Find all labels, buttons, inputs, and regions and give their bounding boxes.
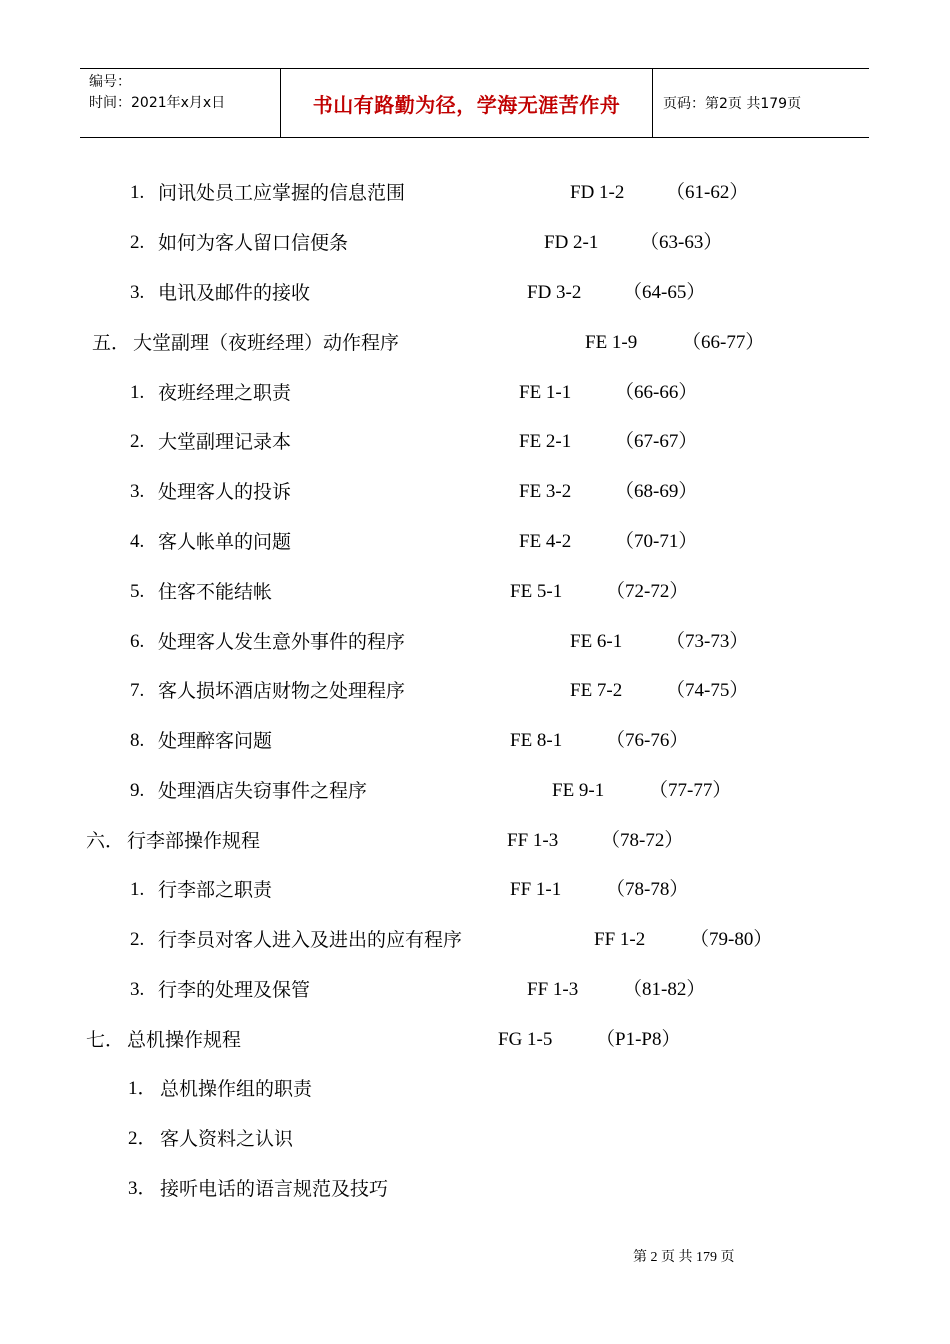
toc-number: 1. xyxy=(130,879,145,900)
toc-code: FE 4-2 xyxy=(519,531,572,552)
toc-code: FE 3-2 xyxy=(519,481,572,502)
toc-pages: （P1-P8） xyxy=(596,1029,681,1050)
toc-title: 问讯处员工应掌握的信息范围 xyxy=(158,182,406,204)
header-motto-cell xyxy=(280,69,653,137)
toc-pages: （70-71） xyxy=(615,531,698,552)
toc-number: 3. xyxy=(130,282,145,303)
toc-number: 3. xyxy=(130,481,145,502)
toc-number: 七． xyxy=(86,1029,125,1051)
toc-section xyxy=(0,1027,950,1053)
toc-pages: （74-75） xyxy=(666,680,749,701)
toc-number: 2． xyxy=(128,1128,157,1149)
toc-item xyxy=(0,678,950,704)
toc-title: 客人帐单的问题 xyxy=(158,531,292,553)
toc-code: FF 1-2 xyxy=(594,929,646,950)
toc-pages: （63-63） xyxy=(640,232,723,253)
toc-item xyxy=(0,927,950,953)
toc-pages: （67-67） xyxy=(615,431,698,452)
toc-title: 大堂副理（夜班经理）动作程序 xyxy=(133,332,400,354)
toc-pages: （61-62） xyxy=(666,182,749,203)
toc-title: 总机操作组的职责 xyxy=(160,1078,313,1100)
toc-title: 夜班经理之职责 xyxy=(158,382,292,404)
toc-code: FF 1-1 xyxy=(510,879,562,900)
toc-pages: （81-82） xyxy=(623,979,706,1000)
header-motto: 书山有路勤为径，学海无涯苦作舟 xyxy=(312,92,621,117)
toc-number: 1． xyxy=(128,1078,157,1099)
toc-number: 2. xyxy=(130,232,145,253)
toc-title: 总机操作规程 xyxy=(127,1029,242,1051)
toc-code: FG 1-5 xyxy=(498,1029,553,1050)
toc-section xyxy=(0,828,950,854)
toc-number: 7. xyxy=(130,680,145,701)
toc-title: 电讯及邮件的接收 xyxy=(158,282,311,304)
toc-item xyxy=(0,479,950,505)
toc-item xyxy=(0,380,950,406)
header-page-info: 页码：第2页 共179页 xyxy=(663,96,802,112)
toc-item xyxy=(0,230,950,256)
toc-number: 8. xyxy=(130,730,145,751)
toc-code: FE 5-1 xyxy=(510,581,563,602)
toc-item xyxy=(0,280,950,306)
toc-title: 如何为客人留口信便条 xyxy=(158,232,349,254)
toc-title: 住客不能结帐 xyxy=(158,581,273,603)
toc-pages: （79-80） xyxy=(690,929,773,950)
toc-pages: （73-73） xyxy=(666,631,749,652)
page-footer: 第 2 页 共 179 页 xyxy=(633,1250,735,1265)
header-number: 编号： xyxy=(89,74,131,90)
toc-number: 1. xyxy=(130,382,145,403)
toc-code: FD 2-1 xyxy=(544,232,599,253)
toc-title: 接听电话的语言规范及技巧 xyxy=(160,1178,389,1200)
toc-code: FE 8-1 xyxy=(510,730,563,751)
toc-title: 行李的处理及保管 xyxy=(158,979,311,1001)
toc-title: 处理醉客问题 xyxy=(158,730,273,752)
toc-item xyxy=(0,529,950,555)
toc-code: FE 1-9 xyxy=(585,332,638,353)
toc-item xyxy=(0,629,950,655)
toc-number: 2. xyxy=(130,929,145,950)
toc-pages: （64-65） xyxy=(623,282,706,303)
toc-code: FD 1-2 xyxy=(570,182,625,203)
toc-number: 5. xyxy=(130,581,145,602)
toc-code: FF 1-3 xyxy=(527,979,579,1000)
toc-item xyxy=(0,977,950,1003)
toc-number: 六． xyxy=(86,830,125,852)
toc-item xyxy=(0,429,950,455)
toc-item xyxy=(0,778,950,804)
toc-code: FE 9-1 xyxy=(552,780,605,801)
page-header xyxy=(80,68,869,138)
toc-item xyxy=(0,579,950,605)
toc-code: FE 6-1 xyxy=(570,631,623,652)
toc-number: 2. xyxy=(130,431,145,452)
toc-section xyxy=(0,330,950,356)
header-meta xyxy=(80,69,280,137)
toc-title: 处理客人的投诉 xyxy=(158,481,292,503)
toc-code: FE 1-1 xyxy=(519,382,572,403)
toc-number: 五． xyxy=(92,332,131,354)
toc-item xyxy=(0,1176,950,1202)
toc-item xyxy=(0,1076,950,1102)
toc-title: 行李部操作规程 xyxy=(127,830,261,852)
toc-number: 6. xyxy=(130,631,145,652)
toc-title: 处理客人发生意外事件的程序 xyxy=(158,631,406,653)
toc-title: 客人资料之认识 xyxy=(160,1128,294,1150)
toc-item xyxy=(0,1126,950,1152)
toc-number: 9. xyxy=(130,780,145,801)
toc-number: 3． xyxy=(128,1178,157,1199)
toc-number: 4. xyxy=(130,531,145,552)
toc-code: FE 2-1 xyxy=(519,431,572,452)
toc-pages: （66-77） xyxy=(682,332,765,353)
toc-title: 行李部之职责 xyxy=(158,879,273,901)
toc-title: 大堂副理记录本 xyxy=(158,431,292,453)
toc-title: 客人损坏酒店财物之处理程序 xyxy=(158,680,406,702)
toc-number: 1. xyxy=(130,182,145,203)
toc-pages: （76-76） xyxy=(606,730,689,751)
toc-pages: （72-72） xyxy=(606,581,689,602)
toc-title: 处理酒店失窃事件之程序 xyxy=(158,780,368,802)
toc-number: 3. xyxy=(130,979,145,1000)
toc-code: FD 3-2 xyxy=(527,282,582,303)
toc-pages: （78-72） xyxy=(601,830,684,851)
toc-pages: （68-69） xyxy=(615,481,698,502)
toc-item xyxy=(0,728,950,754)
toc-item xyxy=(0,877,950,903)
toc-pages: （78-78） xyxy=(606,879,689,900)
toc-pages: （66-66） xyxy=(615,382,698,403)
toc-title: 行李员对客人进入及进出的应有程序 xyxy=(158,929,463,951)
toc-code: FE 7-2 xyxy=(570,680,623,701)
header-time: 时间：2021年x月x日 xyxy=(89,95,226,111)
toc-code: FF 1-3 xyxy=(507,830,559,851)
toc-pages: （77-77） xyxy=(649,780,732,801)
toc-item xyxy=(0,180,950,206)
